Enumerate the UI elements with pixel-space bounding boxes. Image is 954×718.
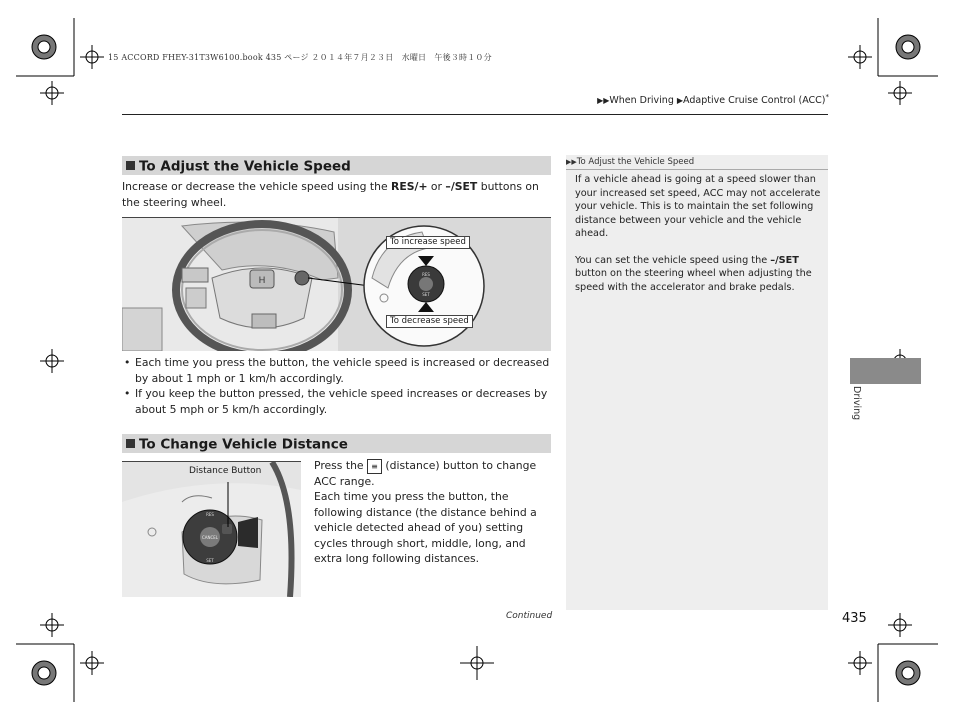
adjust-speed-bullets [122,355,551,417]
list-item: • Each time you press the button, the vehicle speed is increased or decreased by about 1 mph or 1 km/h accordingly. [122,355,551,386]
breadcrumb [597,93,829,106]
steering-wheel-illustration [122,217,551,351]
svg-text:H: H [258,275,266,285]
header-rule [122,114,828,115]
callout-distance-button: Distance Button [189,466,262,476]
res-label: RES [422,272,430,277]
breadcrumb-asterisk: * [825,93,829,101]
svg-text:SET: SET [206,558,214,563]
breadcrumb-part1: When Driving [609,95,674,107]
distance-button-drawing [122,462,301,597]
reference-arrow-icon: ▶▶ [566,158,577,166]
sidebar-para: You can set the vehicle speed using the –/SET button on the steering wheel when adjusting the speed with the accelerator and brake pedals. [575,254,812,293]
steering-wheel-drawing [122,218,551,351]
square-bullet-icon [126,161,135,170]
section-heading-change-distance: To Change Vehicle Distance [122,434,551,453]
change-distance-text: Press the ≡ (distance) button to change ACC range. Each time you press the button, the following distance (the distance behind a vehicle detected ahead of you) setting cycles through short, middle, long, and extra long following distances. [314,459,537,565]
sidebar-para: If a vehicle ahead is going at a speed slower than your increased set speed, ACC may not accelerate your vehicle. This is to maintain the set following distance between your vehicle and the vehicle ahead. [575,174,821,239]
triangle-icon: ▶ [676,96,684,106]
distance-icon: ≡ [367,459,382,474]
svg-text:RES: RES [206,512,214,517]
double-triangle-icon: ▶▶ [597,96,610,106]
print-header: 15 ACCORD FHEY-31T3W6100.book 435 ページ ２０１４年７月２３日 水曜日 午後３時１０分 [108,53,492,62]
breadcrumb-part2: Adaptive Cruise Control (ACC) [683,95,826,107]
adjust-speed-intro: Increase or decrease the vehicle speed using the RES/+ or –/SET buttons on the steering wheel. [122,180,539,209]
continued-label: Continued [506,611,553,621]
callout-increase-speed: To increase speed [386,236,470,249]
sidebar-note-text [575,173,821,294]
list-item: • If you keep the button pressed, the vehicle speed increases or decreases by about 5 mph or 5 km/h accordingly. [122,386,551,417]
callout-decrease-speed: To decrease speed [386,315,473,328]
section-heading-adjust-speed: To Adjust the Vehicle Speed [122,156,551,175]
svg-text:CANCEL: CANCEL [201,535,219,540]
sidebar-note-title: ▶▶To Adjust the Vehicle Speed [566,157,828,170]
page-number: 435 [842,611,867,626]
distance-button-illustration [122,461,301,597]
chapter-tab [850,358,921,384]
set-label: SET [422,292,430,297]
chapter-tab-label: Driving [851,386,862,421]
square-bullet-icon [126,439,135,448]
